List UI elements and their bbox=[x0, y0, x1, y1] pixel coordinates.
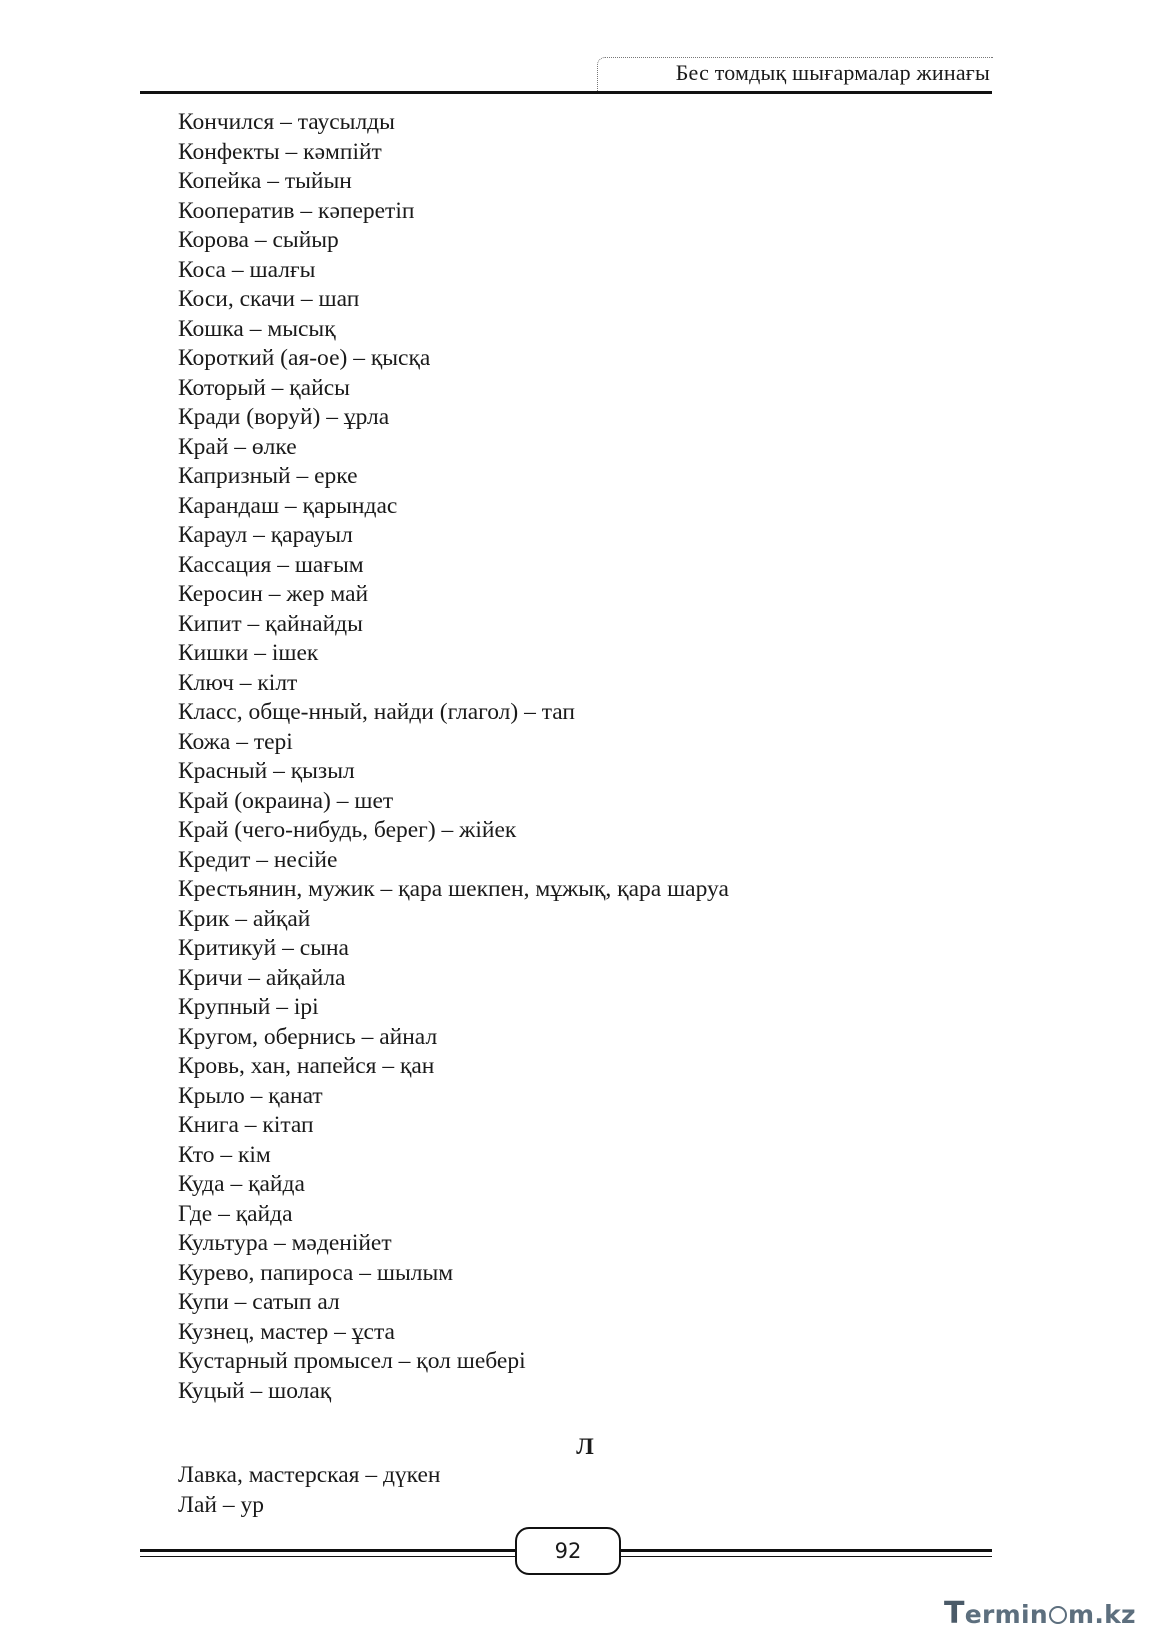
dictionary-entries-k bbox=[178, 108, 729, 1406]
dictionary-entry: Ключ – кілт bbox=[178, 669, 298, 696]
watermark-text-part2: m.kz bbox=[1067, 1600, 1136, 1629]
dictionary-entry: Купи – сатып ал bbox=[178, 1289, 340, 1315]
dictionary-entry: Кожа – тері bbox=[178, 728, 293, 755]
dictionary-entry: Кошка – мысық bbox=[178, 315, 336, 342]
dictionary-entry: Кончился – таусылды bbox=[178, 109, 395, 135]
dictionary-entry: Коса – шалғы bbox=[178, 256, 316, 283]
dictionary-entry: Лавка, мастерская – дүкен bbox=[178, 1462, 441, 1488]
search-magnifier-icon bbox=[1049, 1606, 1067, 1624]
dictionary-entry: Крупный – ірі bbox=[178, 994, 319, 1020]
running-header-title: Бес томдық шығармалар жинағы bbox=[675, 60, 990, 85]
dictionary-entry: Край – өлке bbox=[178, 433, 297, 460]
dictionary-entry: Кругом, обернись – айнал bbox=[178, 1023, 438, 1050]
dictionary-entry: Лай – ур bbox=[178, 1491, 264, 1518]
dictionary-entry: Кричи – айқайла bbox=[178, 964, 346, 991]
footer-rule-right-thin bbox=[614, 1556, 992, 1557]
dictionary-entry: Коси, скачи – шап bbox=[178, 286, 360, 312]
dictionary-entry: Кипит – қайнайды bbox=[178, 610, 363, 637]
dictionary-entry: Копейка – тыйын bbox=[178, 168, 352, 194]
footer-rule-left bbox=[140, 1549, 518, 1552]
dictionary-entry: Крестьянин, мужик – қара шекпен, мұжық, қара шаруа bbox=[178, 876, 729, 902]
header-divider bbox=[140, 91, 992, 94]
dictionary-entry: Курево, папироса – шылым bbox=[178, 1259, 454, 1286]
dictionary-entry: Класс, обще-нный, найди (глагол) – тап bbox=[178, 699, 575, 725]
dictionary-entry: Караул – қарауыл bbox=[178, 522, 353, 548]
dictionary-entry: Кради (воруй) – ұрла bbox=[178, 404, 390, 430]
dictionary-entry: Кооператив – кәперетіп bbox=[178, 197, 415, 224]
watermark-letter-t: T bbox=[944, 1596, 965, 1631]
dictionary-entry: Культура – мәденійет bbox=[178, 1230, 392, 1256]
dictionary-entry: Короткий (ая-ое) – қысқа bbox=[178, 345, 431, 371]
dictionary-entry: Кто – кім bbox=[178, 1141, 271, 1168]
terminkom-watermark bbox=[944, 1596, 1136, 1631]
watermark-text-part1: ermin bbox=[964, 1600, 1048, 1629]
dictionary-entry: Керосин – жер май bbox=[178, 581, 369, 607]
dictionary-entry: Где – қайда bbox=[178, 1200, 293, 1227]
dictionary-entry: Кредит – несійе bbox=[178, 846, 338, 873]
page-number: 92 bbox=[515, 1527, 621, 1575]
dictionary-entry: Крик – айқай bbox=[178, 905, 311, 932]
dictionary-entry: Книга – кітап bbox=[178, 1112, 314, 1138]
dictionary-entry: Край (окраина) – шет bbox=[178, 787, 394, 814]
dictionary-entries-l bbox=[178, 1461, 441, 1520]
dictionary-entry: Кустарный промысел – қол шебері bbox=[178, 1348, 526, 1374]
section-letter-heading: Л bbox=[576, 1434, 594, 1460]
dictionary-entry: Кишки – ішек bbox=[178, 640, 319, 666]
dictionary-entry: Карандаш – қарындас bbox=[178, 492, 398, 519]
dictionary-entry: Кровь, хан, напейся – қан bbox=[178, 1053, 435, 1079]
dictionary-entry: Красный – қызыл bbox=[178, 758, 355, 784]
dictionary-entry: Куцый – шолақ bbox=[178, 1377, 332, 1404]
dictionary-entry: Край (чего-нибудь, берег) – жійек bbox=[178, 817, 517, 843]
dictionary-entry: Капризный – ерке bbox=[178, 463, 358, 489]
dictionary-entry: Куда – қайда bbox=[178, 1171, 305, 1197]
dictionary-entry: Корова – сыйыр bbox=[178, 227, 339, 253]
dictionary-entry: Кассация – шағым bbox=[178, 551, 364, 578]
dictionary-entry: Кузнец, мастер – ұста bbox=[178, 1318, 395, 1345]
dictionary-entry: Крыло – қанат bbox=[178, 1082, 323, 1109]
footer-rule-right bbox=[614, 1549, 992, 1552]
dictionary-entry: Критикуй – сына bbox=[178, 935, 349, 961]
dictionary-entry: Конфекты – кәмпійт bbox=[178, 138, 382, 165]
footer-rule-left-thin bbox=[140, 1556, 518, 1557]
dictionary-entry: Который – қайсы bbox=[178, 374, 350, 401]
